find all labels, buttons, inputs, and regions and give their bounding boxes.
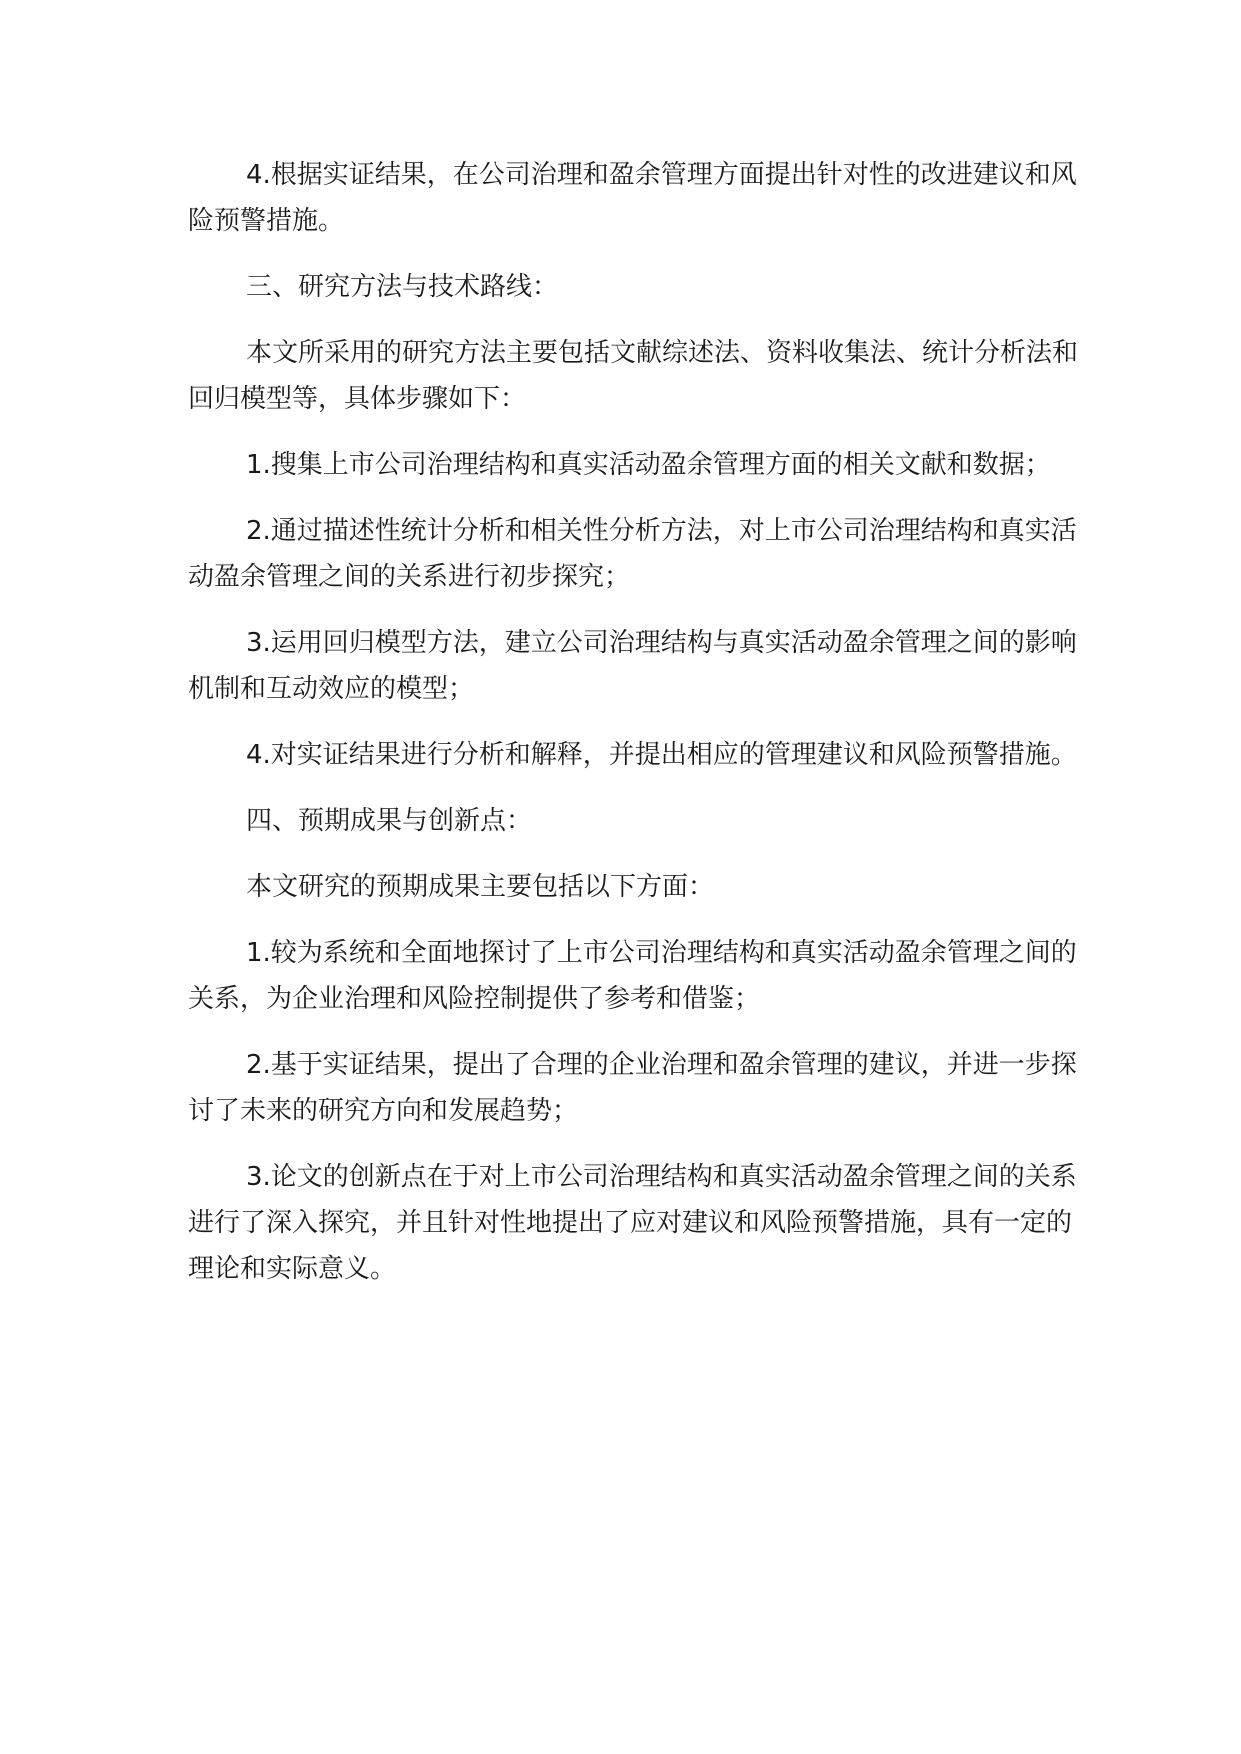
paragraph-outcome-1: 1.较为系统和全面地探讨了上市公司治理结构和真实活动盈余管理之间的关系，为企业治理和风险控制提供了参考和借鉴； <box>188 938 1077 1014</box>
paragraph-methods-intro: 本文所采用的研究方法主要包括文献综述法、资料收集法、统计分析法和回归模型等，具体步骤如下： <box>188 338 1079 414</box>
paragraph-outcomes-intro: 本文研究的预期成果主要包括以下方面： <box>246 872 715 902</box>
section-heading-outcomes: 四、预期成果与创新点： <box>246 806 533 836</box>
section-heading-methods: 三、研究方法与技术路线： <box>246 272 559 302</box>
paragraph-recommendation-item-4: 4.根据实证结果，在公司治理和盈余管理方面提出针对性的改进建议和风险预警措施。 <box>188 160 1077 236</box>
paragraph-outcome-2: 2.基于实证结果，提出了合理的企业治理和盈余管理的建议，并进一步探讨了未来的研究方向和发展趋势； <box>188 1050 1077 1126</box>
paragraph-step-2: 2.通过描述性统计分析和相关性分析方法，对上市公司治理结构和真实活动盈余管理之间的关系进行初步探究； <box>188 516 1077 592</box>
paragraph-step-1: 1.搜集上市公司治理结构和真实活动盈余管理方面的相关文献和数据； <box>246 450 1051 480</box>
document-body <box>188 152 1086 1312</box>
paragraph-step-3: 3.运用回归模型方法，建立公司治理结构与真实活动盈余管理之间的影响机制和互动效应的模型； <box>188 628 1077 704</box>
paragraph-step-4: 4.对实证结果进行分析和解释，并提出相应的管理建议和风险预警措施。 <box>246 740 1077 770</box>
paragraph-outcome-3: 3.论文的创新点在于对上市公司治理结构和真实活动盈余管理之间的关系进行了深入探究，并且针对性地提出了应对建议和风险预警措施，具有一定的理论和实际意义。 <box>188 1162 1077 1284</box>
